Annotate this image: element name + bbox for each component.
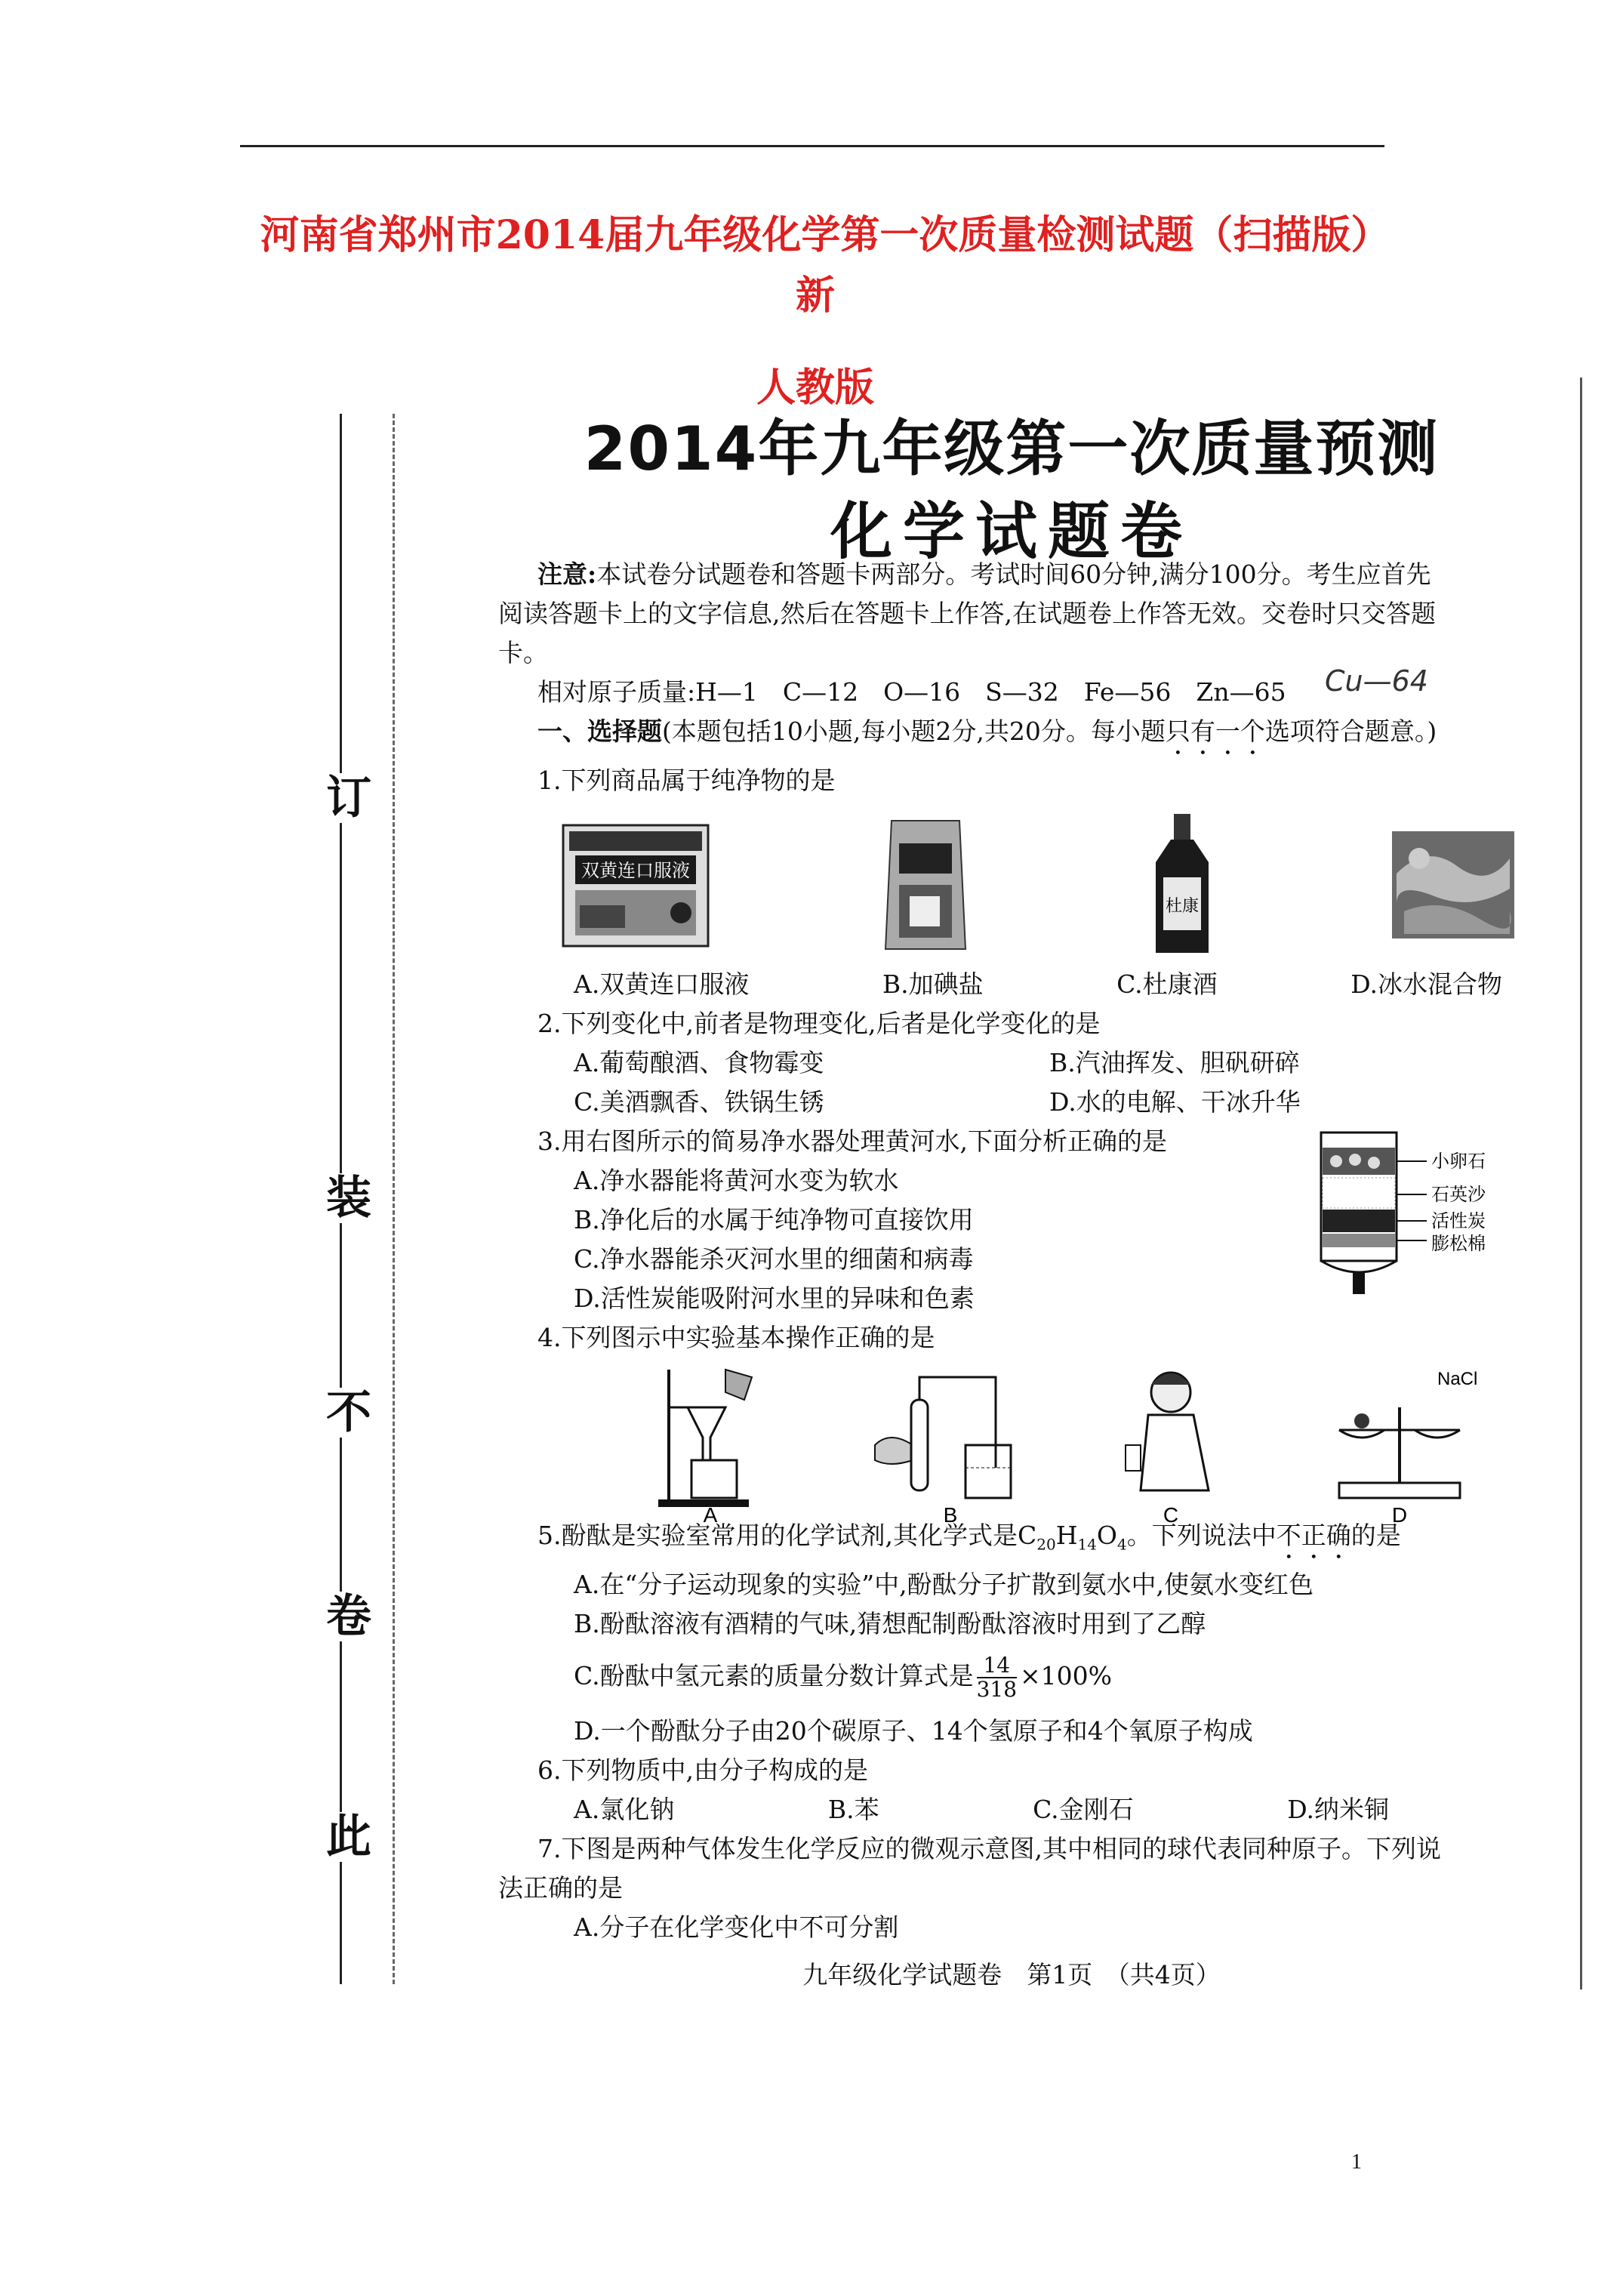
layer-pebble: 小卵石 [1431,1151,1486,1172]
notice-label: 注意: [537,559,597,589]
top-rule [240,145,1384,147]
q6-options [498,1790,1525,1829]
section-text-a: (本题包括10小题,每小题2分,共20分。每小题 [662,717,1166,746]
exam-subtitle: 化学试题卷 [830,496,1193,568]
q7-stem: 7.下图是两种气体发生化学反应的微观示意图,其中相同的球代表同种原子。下列说 [537,1834,1441,1863]
dukang-liquor-bottle-image [1141,809,1224,960]
q5-option-c-suffix: ×100% [1020,1661,1113,1690]
q2-stem: 2.下列变化中,前者是物理变化,后者是化学变化的是 [537,1009,1101,1038]
layer-quartz-sand: 石英沙 [1431,1184,1486,1205]
ice-water-image [1389,828,1517,942]
q2-options [498,1043,1525,1122]
notice-line2: 阅读答题卡上的文字信息,然后在答题卡上作答,在试题卷上作答无效。交卷时只交答题 [498,599,1436,628]
section-label: 一、选择题 [537,717,662,746]
q1-option-b[interactable]: B.加碘盐 [882,969,984,999]
q6-option-a[interactable]: A.氯化钠 [574,1795,675,1824]
section-text-b: 选项符合题意。) [1264,717,1437,746]
section-heading [498,712,1525,761]
balance-scale-image [1324,1362,1478,1527]
q5-option-a[interactable]: A.在“分子运动现象的实验”中,酚酞分子扩散到氨水中,使氨水变红色 [574,1570,1314,1599]
binding-char-bu: 不 [326,1386,371,1439]
fig-label-a: A [703,1503,718,1527]
phenolphthalein-formula [1017,1521,1127,1554]
q6-option-d[interactable]: D.纳米铜 [1287,1795,1389,1824]
oral-liquid-box-image [560,821,711,949]
binding-char-juan: 卷 [326,1590,371,1643]
airtightness-check-image [867,1362,1018,1527]
document-title-line1: 河南省郑州市2014届九年级化学第一次质量检测试题（扫描版） 新 [260,212,1410,319]
page-number: 1 [1351,2150,1362,2174]
exam-title: 2014年九年级第一次质量预测 [584,414,1440,484]
formula-h: H [1055,1521,1078,1550]
q5-option-c-text: C.酚酞中氢元素的质量分数计算式是 [574,1661,974,1690]
layer-cotton: 膨松棉 [1431,1233,1486,1254]
q1-option-d[interactable]: D.冰水混合物 [1350,969,1502,999]
binding-char-zhuang: 装 [326,1172,371,1225]
mass-fraction [977,1654,1017,1701]
q5-option-d[interactable]: D.一个酚酞分子由20个碳原子、14个氢原子和4个氧原子构成 [574,1716,1253,1746]
formula-c-count: 20 [1036,1535,1056,1554]
q6-option-c[interactable]: C.金刚石 [1033,1795,1134,1824]
q5-stem-text-b: 。下列说法中 [1126,1521,1277,1550]
fig-label-b: B [943,1503,958,1527]
nacl-label: NaCl [1437,1369,1478,1389]
fig-label-c: C [1163,1503,1179,1527]
notice-line3: 卡。 [498,638,548,667]
q3-option-a[interactable]: A.净水器能将黄河水变为软水 [574,1166,899,1195]
q6-stem: 6.下列物质中,由分子构成的是 [537,1755,868,1785]
formula-c: C [1017,1521,1037,1550]
smelling-chemical-image [1118,1362,1224,1527]
q5-stem [498,1516,1525,1565]
right-border-line [1580,378,1582,1989]
binding-margin [326,414,400,1984]
q3-option-c[interactable]: C.净水器能杀灭河水里的细菌和病毒 [574,1244,974,1274]
fraction-numerator: 14 [977,1654,1017,1678]
notice [498,555,1525,594]
box-label: 双黄连口服液 [581,860,690,881]
q5-stem-text-c: 的是 [1350,1521,1401,1550]
q2-option-a[interactable]: A.葡萄酿酒、食物霉变 [574,1048,824,1077]
fig-label-d: D [1391,1503,1407,1527]
q4-figures [498,1362,1525,1527]
q1-option-c[interactable]: C.杜康酒 [1116,969,1218,999]
q2-option-d[interactable]: D.水的电解、干冰升华 [1049,1087,1301,1117]
q3-option-d[interactable]: D.活性炭能吸附河水里的异味和色素 [574,1284,975,1313]
binding-char-ci: 此 [326,1811,371,1863]
q2-option-c[interactable]: C.美酒飘香、铁锅生锈 [574,1087,824,1117]
q1-figures [498,809,1525,960]
q1-option-a[interactable]: A.双黄连口服液 [574,969,750,999]
layer-activated-carbon: 活性炭 [1431,1210,1486,1231]
q1-options [498,965,1525,1004]
q7-stem-line2: 法正确的是 [498,1873,623,1903]
q6-option-b[interactable]: B.苯 [827,1795,879,1824]
formula-h-count: 14 [1077,1535,1097,1554]
q5-option-b[interactable]: B.酚酞溶液有酒精的气味,猜想配制酚酞溶液时用到了乙醇 [574,1609,1206,1638]
exam-footer: 九年级化学试题卷 第1页 （共4页） [802,1960,1221,1989]
q5-stem-text: 5.酚酞是实验室常用的化学试剂,其化学式是 [537,1521,1018,1550]
formula-o: O [1096,1521,1117,1550]
q4-stem: 4.下列图示中实验基本操作正确的是 [537,1323,935,1352]
bottle-label: 杜康 [1165,897,1199,916]
q3-block [498,1122,1525,1318]
q3-option-b[interactable]: B.净化后的水属于纯净物可直接饮用 [574,1205,974,1234]
water-purifier-diagram [1313,1125,1540,1299]
exam-body [498,555,1525,1947]
binding-char-ding: 订 [326,772,371,824]
q5-emphasis: 不正确 [1276,1521,1351,1550]
q7-option-a[interactable]: A.分子在化学变化中不可分割 [574,1912,899,1942]
notice-text: 本试卷分试题卷和答题卡两部分。考试时间60分钟,满分100分。考生应首先 [596,559,1431,589]
q3-stem: 3.用右图所示的简易净水器处理黄河水,下面分析正确的是 [537,1126,1167,1156]
q2-option-b[interactable]: B.汽油挥发、胆矾研碎 [1049,1048,1300,1077]
q1-stem: 1.下列商品属于纯净物的是 [537,766,836,795]
document-title-line2: 人教版 [756,365,874,411]
handwritten-note: Cu—64 [1325,664,1428,698]
q5-option-c[interactable] [498,1654,1525,1701]
filtration-apparatus-image [654,1362,767,1527]
iodized-salt-bag-image [876,813,975,957]
formula-o-count: 4 [1116,1535,1127,1554]
binding-dashed-line [393,414,396,1984]
document-title [226,205,1410,418]
fraction-denominator: 318 [976,1677,1018,1702]
exam-header [491,408,1532,574]
atomic-mass: 相对原子质量:H—1 C—12 O—16 S—32 Fe—56 Zn—65 [537,677,1286,707]
section-emphasis: 只有一个 [1165,717,1265,746]
